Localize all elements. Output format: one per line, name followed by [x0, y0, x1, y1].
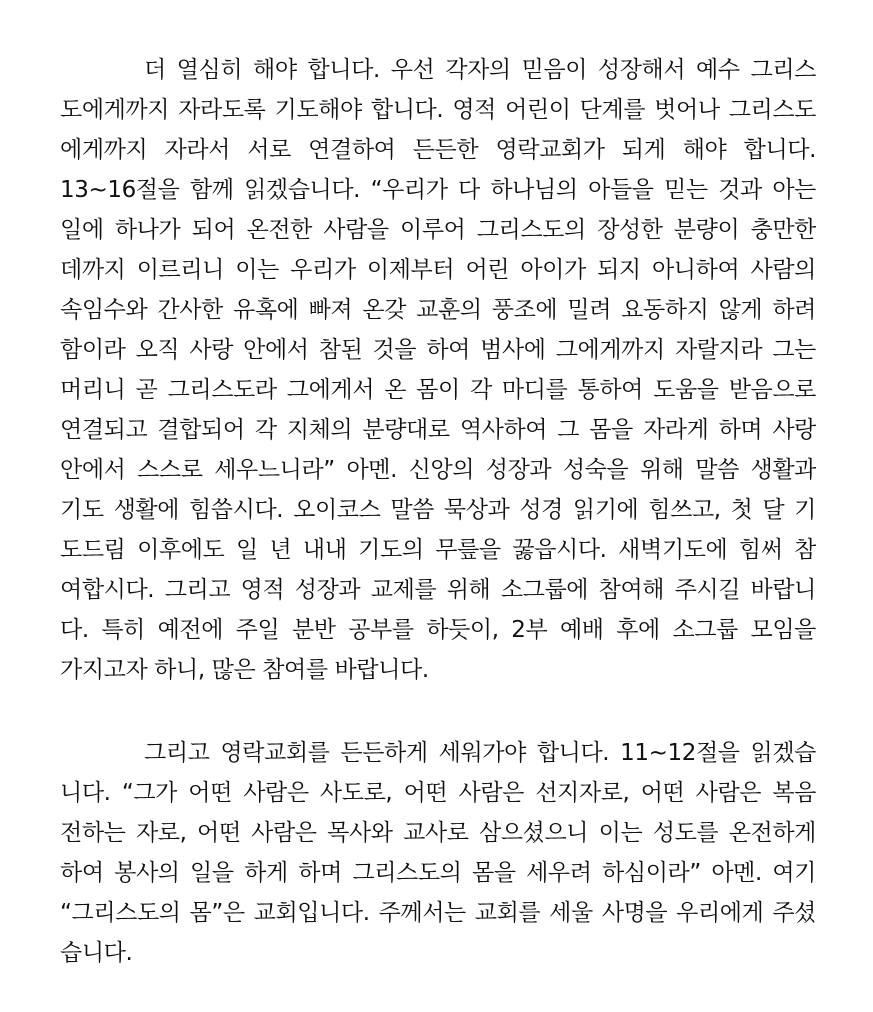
text-line: 머리니 곧 그리스도라 그에게서 온 몸이 각 마디를 통하여 도움을 받음으로 [60, 377, 816, 403]
text-line: 기도 생활에 힘씁시다. 오이코스 말씀 묵상과 성경 읽기에 힘쓰고, 첫 달 기 [60, 497, 816, 523]
text-line: 전하는 자로, 어떤 사람은 목사와 교사로 삼으셨으니 이는 성도를 온전하게 [60, 820, 816, 846]
text-line: 가지고자 하니, 많은 참여를 바랍니다. [60, 657, 429, 683]
text-line: 하여 봉사의 일을 하게 하며 그리스도의 몸을 세우려 하심이라” 아멘. 여기 [60, 860, 816, 886]
text-line: 여합시다. 그리고 영적 성장과 교제를 위해 소그룹에 참여해 주시길 바랍니 [60, 577, 816, 603]
text-line: 안에서 스스로 세우느니라” 아멘. 신앙의 성장과 성숙을 위해 말씀 생활과 [60, 457, 816, 483]
document-page [60, 50, 816, 973]
paragraph-1 [60, 50, 816, 690]
paragraph-2 [60, 733, 816, 973]
text-line: 도드림 이후에도 일 년 내내 기도의 무릎을 꿇읍시다. 새벽기도에 힘써 참 [60, 537, 816, 563]
text-line: 에게까지 자라서 서로 연결하여 든든한 영락교회가 되게 해야 합니다. [60, 137, 816, 163]
paragraph-spacer [60, 690, 816, 733]
text-line: 도에게까지 자라도록 기도해야 합니다. 영적 어린이 단계를 벗어나 그리스도 [60, 97, 816, 123]
text-line: 함이라 오직 사랑 안에서 참된 것을 하여 범사에 그에게까지 자랄지라 그는 [60, 337, 816, 363]
text-line: 속임수와 간사한 유혹에 빠져 온갖 교훈의 풍조에 밀려 요동하지 않게 하려 [60, 297, 816, 323]
text-line: “그리스도의 몸”은 교회입니다. 주께서는 교회를 세울 사명을 우리에게 주셨 [60, 900, 816, 926]
text-line: 연결되고 결합되어 각 지체의 분량대로 역사하여 그 몸을 자라게 하며 사랑 [60, 417, 816, 443]
text-line: 다. 특히 예전에 주일 분반 공부를 하듯이, 2부 예배 후에 소그룹 모임을 [60, 617, 816, 643]
text-line: 데까지 이르리니 이는 우리가 이제부터 어린 아이가 되지 아니하여 사람의 [60, 257, 816, 283]
text-line: 더 열심히 해야 합니다. 우선 각자의 믿음이 성장해서 예수 그리스 [144, 57, 816, 83]
text-line: 니다. “그가 어떤 사람은 사도로, 어떤 사람은 선지자로, 어떤 사람은 복음 [60, 780, 816, 806]
text-line: 그리고 영락교회를 든든하게 세워가야 합니다. 11~12절을 읽겠습 [144, 740, 816, 766]
text-line: 습니다. [60, 940, 133, 966]
text-line: 일에 하나가 되어 온전한 사람을 이루어 그리스도의 장성한 분량이 충만한 [60, 217, 816, 243]
text-line: 13~16절을 함께 읽겠습니다. “우리가 다 하나님의 아들을 믿는 것과 아는 [60, 177, 816, 203]
